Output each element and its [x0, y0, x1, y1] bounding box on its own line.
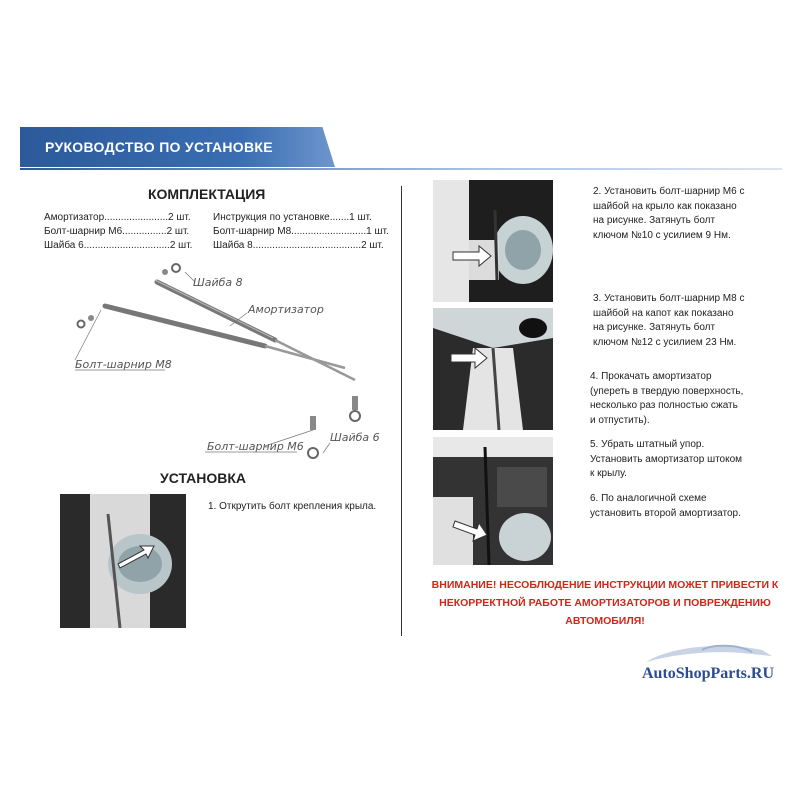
label-washer-6: Шайба 6: [330, 431, 380, 444]
kit-item: Болт-шарнир М8...........................1 шт.: [213, 226, 389, 237]
step-3-text: 3. Установить болт-шарнир М8 с шайбой на капот как показано на рисунке. Затянуть болт ключом №12 с усилием 23 Нм.: [593, 293, 745, 348]
step-6-text: 6. По аналогичной схеме установить второй амортизатор.: [590, 493, 741, 519]
kit-item: Шайба 8.......................................2 шт.: [213, 240, 384, 251]
washer-6-icon: [308, 448, 318, 458]
page-title: РУКОВОДСТВО ПО УСТАНОВКЕ: [45, 139, 273, 155]
header-divider: [20, 168, 782, 170]
bolt-icon: [162, 269, 168, 275]
label-shock: Амортизатор: [248, 303, 324, 316]
bolt-icon: [88, 315, 94, 321]
bolt-m6-icon: [310, 416, 316, 430]
install-title: УСТАНОВКА: [160, 470, 247, 486]
washer-8-icon: [172, 264, 180, 272]
warning-text: ВНИМАНИЕ! НЕСОБЛЮДЕНИЕ ИНСТРУКЦИИ МОЖЕТ ПРИВЕСТИ К НЕКОРРЕКТНОЙ РАБОТЕ АМОРТИЗАТОРОВ И ПОВРЕЖДЕНИЮ АВТОМОБИЛЯ!: [431, 579, 779, 627]
car-logo-icon: [642, 642, 782, 666]
column-divider: [401, 186, 402, 636]
bolt-m6-icon: [352, 396, 358, 410]
kit-item: Амортизатор.......................2 шт.: [44, 212, 191, 223]
step-5-text: 5. Убрать штатный упор. Установить амортизатор штоком к крылу.: [590, 439, 743, 479]
label-washer-8: Шайба 8: [193, 276, 243, 289]
photo-step-5: [433, 437, 553, 565]
label-bolt-m8: Болт-шарнир М8: [75, 358, 172, 371]
step-2-text: 2. Установить болт-шарнир М6 с шайбой на крыло как показано на рисунке. Затянуть болт ключом №10 с усилием 9 Нм.: [593, 186, 745, 241]
photo-step-2: [433, 180, 553, 302]
parts-diagram: [65, 258, 395, 468]
kit-title: КОМПЛЕКТАЦИЯ: [148, 186, 266, 202]
washer-8-icon: [78, 321, 85, 328]
label-bolt-m6: Болт-шарнир М6: [207, 440, 304, 453]
site-logo[interactable]: AutoShopParts.RU: [642, 665, 775, 682]
washer-6-icon: [350, 411, 360, 421]
step-1-text: 1. Открутить болт крепления крыла.: [208, 501, 377, 512]
kit-item: Шайба 6...............................2 шт.: [44, 240, 193, 251]
photo-step-3: [433, 308, 553, 430]
photo-step-1: [60, 494, 186, 628]
shock-absorber-upper: [155, 280, 355, 380]
kit-item: Болт-шарнир М6................2 шт.: [44, 226, 190, 237]
kit-item: Инструкция по установке.......1 шт.: [213, 212, 372, 223]
step-4-text: 4. Прокачать амортизатор (упереть в твердую поверхность, несколько раз полностью сжать и отпустить).: [590, 371, 744, 426]
